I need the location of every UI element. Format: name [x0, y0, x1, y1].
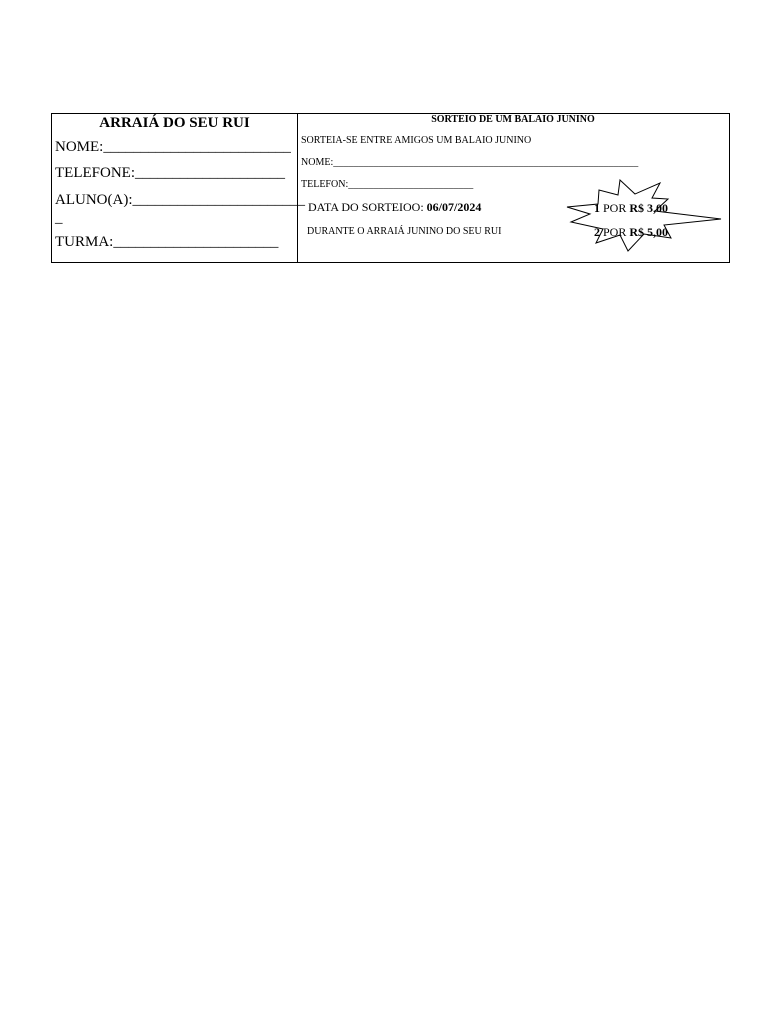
stub-name-field: NOME:_________________________ [55, 139, 291, 155]
raffle-ticket [51, 113, 730, 263]
price-2-sep: POR [600, 225, 630, 239]
price-option-1 [594, 201, 668, 216]
price-2-qty: 2 [594, 225, 600, 239]
stub-class-field: TURMA:______________________ [55, 234, 279, 250]
draw-date [308, 200, 481, 215]
draw-date-value: 06/07/2024 [426, 200, 482, 214]
ticket-title: SORTEIO DE UM BALAIO JUNINO [431, 114, 595, 125]
price-1-sep: POR [600, 201, 630, 215]
price-option-2 [594, 225, 668, 240]
draw-date-label: DATA DO SORTEIOO: [308, 200, 427, 214]
price-1-qty: 1 [594, 201, 600, 215]
stub-student-field: ALUNO(A):_______________________ [55, 192, 305, 208]
stub-phone-field: TELEFONE:____________________ [55, 165, 285, 181]
stub-title: ARRAIÁ DO SEU RUI [99, 115, 250, 131]
stub-student-field-wrap: _ [55, 210, 63, 226]
event-note: DURANTE O ARRAIÁ JUNINO DO SEU RUI [307, 226, 502, 237]
ticket-phone-field: TELEFON:_________________________ [301, 179, 474, 190]
ticket-name-field: NOME:_____________________________________________________________ [301, 157, 639, 168]
price-1-value: R$ 3,00 [629, 201, 669, 215]
price-2-value: R$ 5,00 [629, 225, 669, 239]
ticket-subtitle: SORTEIA-SE ENTRE AMIGOS UM BALAIO JUNINO [301, 135, 532, 146]
perforation-divider [297, 114, 298, 262]
